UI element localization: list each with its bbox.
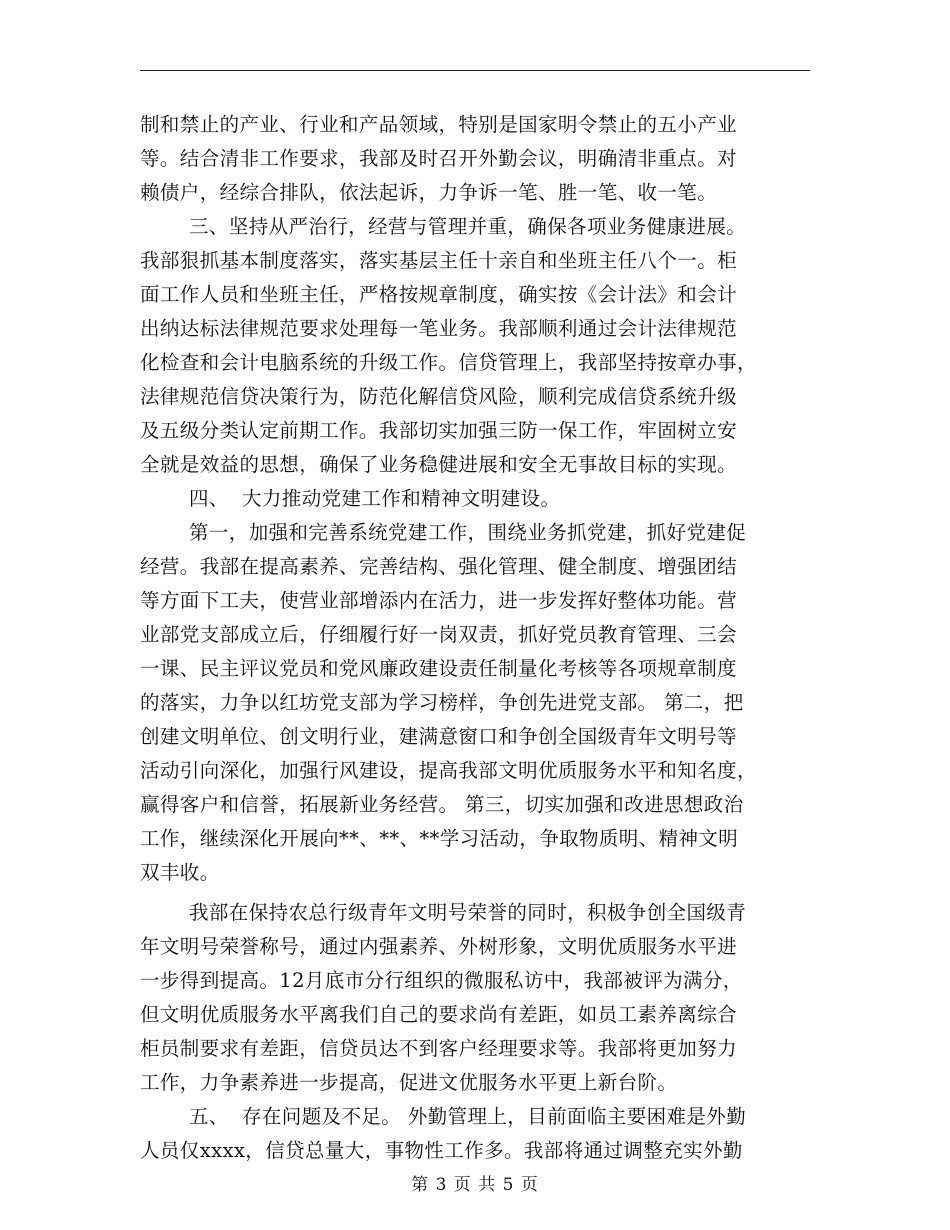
text-line: 及五级分类认定前期工作。我部切实加强三防一保工作，牢固树立安: [140, 419, 738, 442]
text-line: 双丰收。: [140, 861, 220, 884]
text-line: 一步得到提高。12月底市分行组织的微服私访中，我部被评为满分，: [140, 969, 743, 992]
page-footer: 第 3 页 共 5 页: [411, 1175, 539, 1195]
text-line: 业部党支部成立后，仔细履行好一岗双责，抓好党员教育管理、三会: [140, 623, 738, 646]
text-line: 全就是效益的思想，确保了业务稳健进展和安全无事故目标的实现。: [140, 453, 738, 476]
header-rule: [140, 70, 810, 71]
text-line: 赢得客户和信誉，拓展新业务经营。 第三，切实加强和改进思想政治: [140, 793, 744, 816]
text-line: 活动引向深化，加强行风建设，提高我部文明优质服务水平和知名度，: [140, 759, 757, 782]
text-line: 经营。我部在提高素养、完善结构、强化管理、健全制度、增强团结: [140, 555, 738, 578]
text-line: 等。结合清非工作要求，我部及时召开外勤会议，明确清非重点。对: [140, 147, 738, 170]
text-line: 面工作人员和坐班主任，严格按规章制度，确实按《会计法》和会计: [140, 283, 738, 306]
text-line: 创建文明单位、创文明行业，建满意窗口和争创全国级青年文明号等: [140, 725, 738, 748]
text-line: 制和禁止的产业、行业和产品领域，特别是国家明令禁止的五小产业: [140, 113, 738, 136]
section-heading: 五、 存在问题及不足。 外勤管理上，目前面临主要困难是外勤: [189, 1105, 747, 1128]
text-line: 年文明号荣誉称号，通过内强素养、外树形象，文明优质服务水平进: [140, 935, 738, 958]
text-line: 赖债户，经综合排队，依法起诉，力争诉一笔、胜一笔、收一笔。: [140, 181, 718, 204]
text-line: 的落实，力争以红坊党支部为学习榜样，争创先进党支部。 第二，把: [140, 691, 744, 714]
text-line: 我部狠抓基本制度落实，落实基层主任十亲自和坐班主任八个一。柜: [140, 249, 738, 272]
text-line: 但文明优质服务水平离我们自己的要求尚有差距，如员工素养离综合: [140, 1003, 738, 1026]
text-line: 工作，继续深化开展向**、**、**学习活动，争取物质明、精神文明: [140, 827, 739, 850]
text-line: 工作，力争素养进一步提高，促进文优服务水平更上新台阶。: [140, 1071, 678, 1094]
text-line: 柜员制要求有差距，信贷员达不到客户经理要求等。我部将更加努力: [140, 1037, 738, 1060]
text-line: 人员仅xxxx，信贷总量大，事物性工作多。我部将通过调整充实外勤: [140, 1139, 743, 1162]
text-line: 一课、民主评议党员和党风廉政建设责任制量化考核等各项规章制度: [140, 657, 738, 680]
text-line: 第一，加强和完善系统党建工作，围绕业务抓党建，抓好党建促: [189, 521, 747, 544]
text-line: 化检查和会计电脑系统的升级工作。信贷管理上，我部坚持按章办事，: [140, 351, 757, 374]
section-heading: 三、坚持从严治行，经营与管理并重，确保各项业务健康进展。: [189, 215, 747, 238]
section-heading: 四、 大力推动党建工作和精神文明建设。: [189, 487, 561, 510]
text-line: 等方面下工夫，使营业部增添内在活力，进一步发挥好整体功能。营: [140, 589, 738, 612]
text-line: 我部在保持农总行级青年文明号荣誉的同时，积极争创全国级青: [189, 901, 747, 924]
text-line: 出纳达标法律规范要求处理每一笔业务。我部顺利通过会计法律规范: [140, 317, 738, 340]
text-line: 法律规范信贷决策行为，防范化解信贷风险，顺利完成信贷系统升级: [140, 385, 738, 408]
